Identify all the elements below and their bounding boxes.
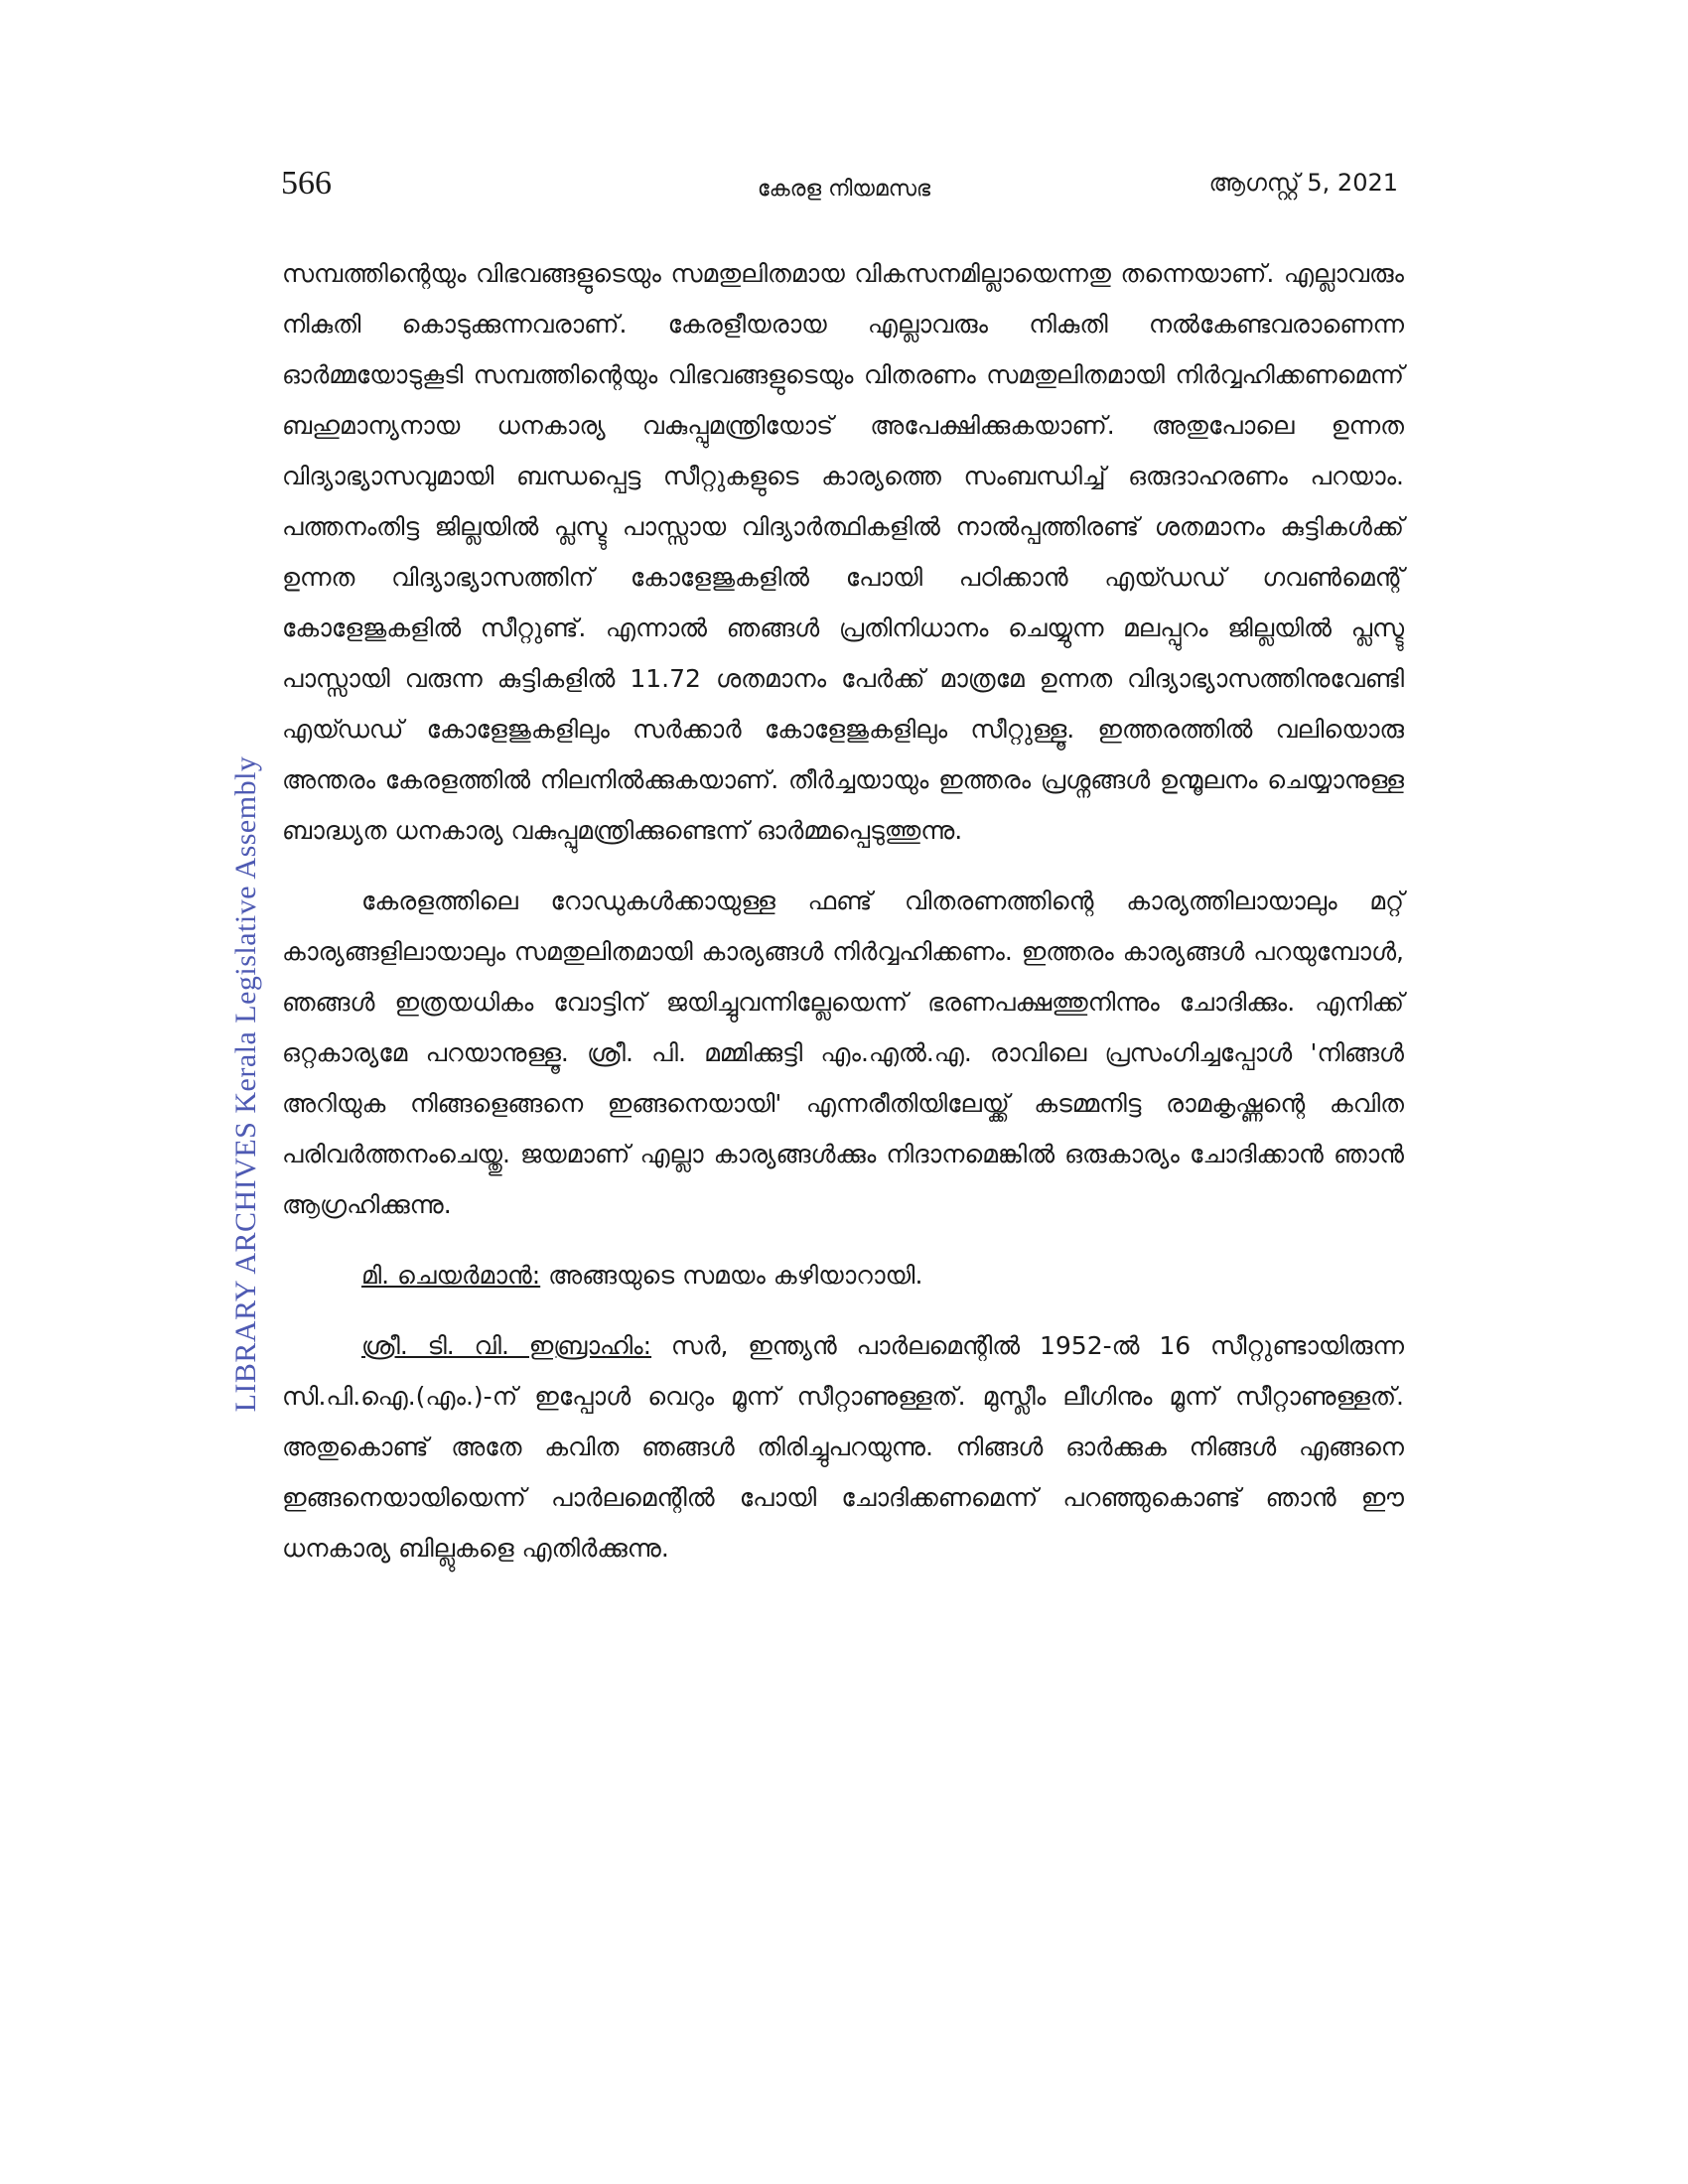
member-speech [282,1320,1404,1573]
document-body [282,248,1404,1573]
speech-text: അങ്ങയുടെ സമയം കഴിയാറായി. [548,1261,923,1290]
document-date: ആഗസ്റ്റ് 5, 2021 [1208,169,1398,197]
archive-watermark: LIBRARY ARCHIVES Kerala Legislative Assembly [229,755,262,1413]
speaker-name: മി. ചെയർമാൻ: [361,1261,541,1290]
chairman-remark [282,1250,1404,1300]
paragraph-1: സമ്പത്തിന്റെയും വിഭവങ്ങളുടെയും സമതുലിതമായ വികസനമില്ലായെന്നതു തന്നെയാണ്. എല്ലാവരും നികുതി കൊടുക്കുന്നവരാണ്. കേരളീയരായ എല്ലാവരും നികുതി നൽകേണ്ടവരാണെന്ന ഓർമ്മയോടുകൂടി സമ്പത്തിന്റെയും വിഭവങ്ങളുടെയും വിതരണം സമതുലിതമായി നിർവ്വഹിക്കണമെന്ന് ബഹുമാന്യനായ ധനകാര്യ വകുപ്പുമന്ത്രിയോട് അപേക്ഷിക്കുകയാണ്. അതുപോലെ ഉന്നത വിദ്യാഭ്യാസവുമായി ബന്ധപ്പെട്ട സീറ്റുകളുടെ കാര്യത്തെ സംബന്ധിച്ച് ഒരുദാഹരണം പറയാം. പത്തനംതിട്ട ജില്ലയിൽ പ്ലസ്ടു പാസ്സായ വിദ്യാർത്ഥികളിൽ നാൽപ്പത്തിരണ്ട് ശതമാനം കുട്ടികൾക്ക് ഉന്നത വിദ്യാഭ്യാസത്തിന് കോളേജുകളിൽ പോയി പഠിക്കാൻ എയ്ഡഡ് ഗവൺമെന്റ് കോളേജുകളിൽ സീറ്റുണ്ട്. എന്നാൽ ഞങ്ങൾ പ്രതിനിധാനം ചെയ്യുന്ന മലപ്പുറം ജില്ലയിൽ പ്ലസ്ടു പാസ്സായി വരുന്ന കുട്ടികളിൽ 11.72 ശതമാനം പേർക്ക് മാത്രമേ ഉന്നത വിദ്യാഭ്യാസത്തിനുവേണ്ടി എയ്ഡഡ് കോളേജുകളിലും സർക്കാർ കോളേജുകളിലും സീറ്റുള്ളൂ. ഇത്തരത്തിൽ വലിയൊരു അന്തരം കേരളത്തിൽ നിലനിൽക്കുകയാണ്. തീർച്ചയായും ഇത്തരം പ്രശ്നങ്ങൾ ഉന്മൂലനം ചെയ്യാനുള്ള ബാദ്ധ്യത ധനകാര്യ വകുപ്പുമന്ത്രിക്കുണ്ടെന്ന് ഓർമ്മപ്പെടുത്തുന്നു. [282,259,1404,845]
page-number: 566 [281,165,332,202]
paragraph-2: കേരളത്തിലെ റോഡുകൾക്കായുള്ള ഫണ്ട് വിതരണത്തിന്റെ കാര്യത്തിലായാലും മറ്റ് കാര്യങ്ങളിലായാലും സമതുലിതമായി കാര്യങ്ങൾ നിർവ്വഹിക്കണം. ഇത്തരം കാര്യങ്ങൾ പറയുമ്പോൾ, ഞങ്ങൾ ഇത്രയധികം വോട്ടിന് ജയിച്ചുവന്നില്ലേയെന്ന് ഭരണപക്ഷത്തുനിന്നും ചോദിക്കും. എനിക്ക് ഒറ്റകാര്യമേ പറയാനുള്ളൂ. ശ്രീ. പി. മമ്മിക്കുട്ടി എം.എൽ.എ. രാവിലെ പ്രസംഗിച്ചപ്പോൾ 'നിങ്ങൾ അറിയുക നിങ്ങളെങ്ങനെ ഇങ്ങനെയായി' എന്നരീതിയിലേയ്ക്ക് കടമ്മനിട്ട രാമകൃഷ്ണന്റെ കവിത പരിവർത്തനംചെയ്തു. ജയമാണ് എല്ലാ കാര്യങ്ങൾക്കും നിദാനമെങ്കിൽ ഒരുകാര്യം ചോദിക്കാൻ ഞാൻ ആഗ്രഹിക്കുന്നു. [282,887,1404,1219]
document-header-title: കേരള നിയമസഭ [757,177,931,202]
speech-text: സർ, ഇന്ത്യൻ പാർലമെന്റിൽ 1952-ൽ 16 സീറ്റുണ്ടായിരുന്ന സി.പി.ഐ.(എം.)-ന് ഇപ്പോൾ വെറും മൂന്ന് സീറ്റാണുള്ളത്. മുസ്ലീം ലീഗിനും മൂന്ന് സീറ്റാണുള്ളത്. അതുകൊണ്ട് അതേ കവിത ഞങ്ങൾ തിരിച്ചുപറയുന്നു. നിങ്ങൾ ഓർക്കുക നിങ്ങൾ എങ്ങനെ ഇങ്ങനെയായിയെന്ന് പാർലമെന്റിൽ പോയി ചോദിക്കണമെന്ന് പറഞ്ഞുകൊണ്ട് ഞാൻ ഈ ധനകാര്യ ബില്ലുകളെ എതിർക്കുന്നു. [282,1331,1404,1563]
speaker-name: ശ്രീ. ടി. വി. ഇബ്രാഹിം: [361,1331,652,1360]
